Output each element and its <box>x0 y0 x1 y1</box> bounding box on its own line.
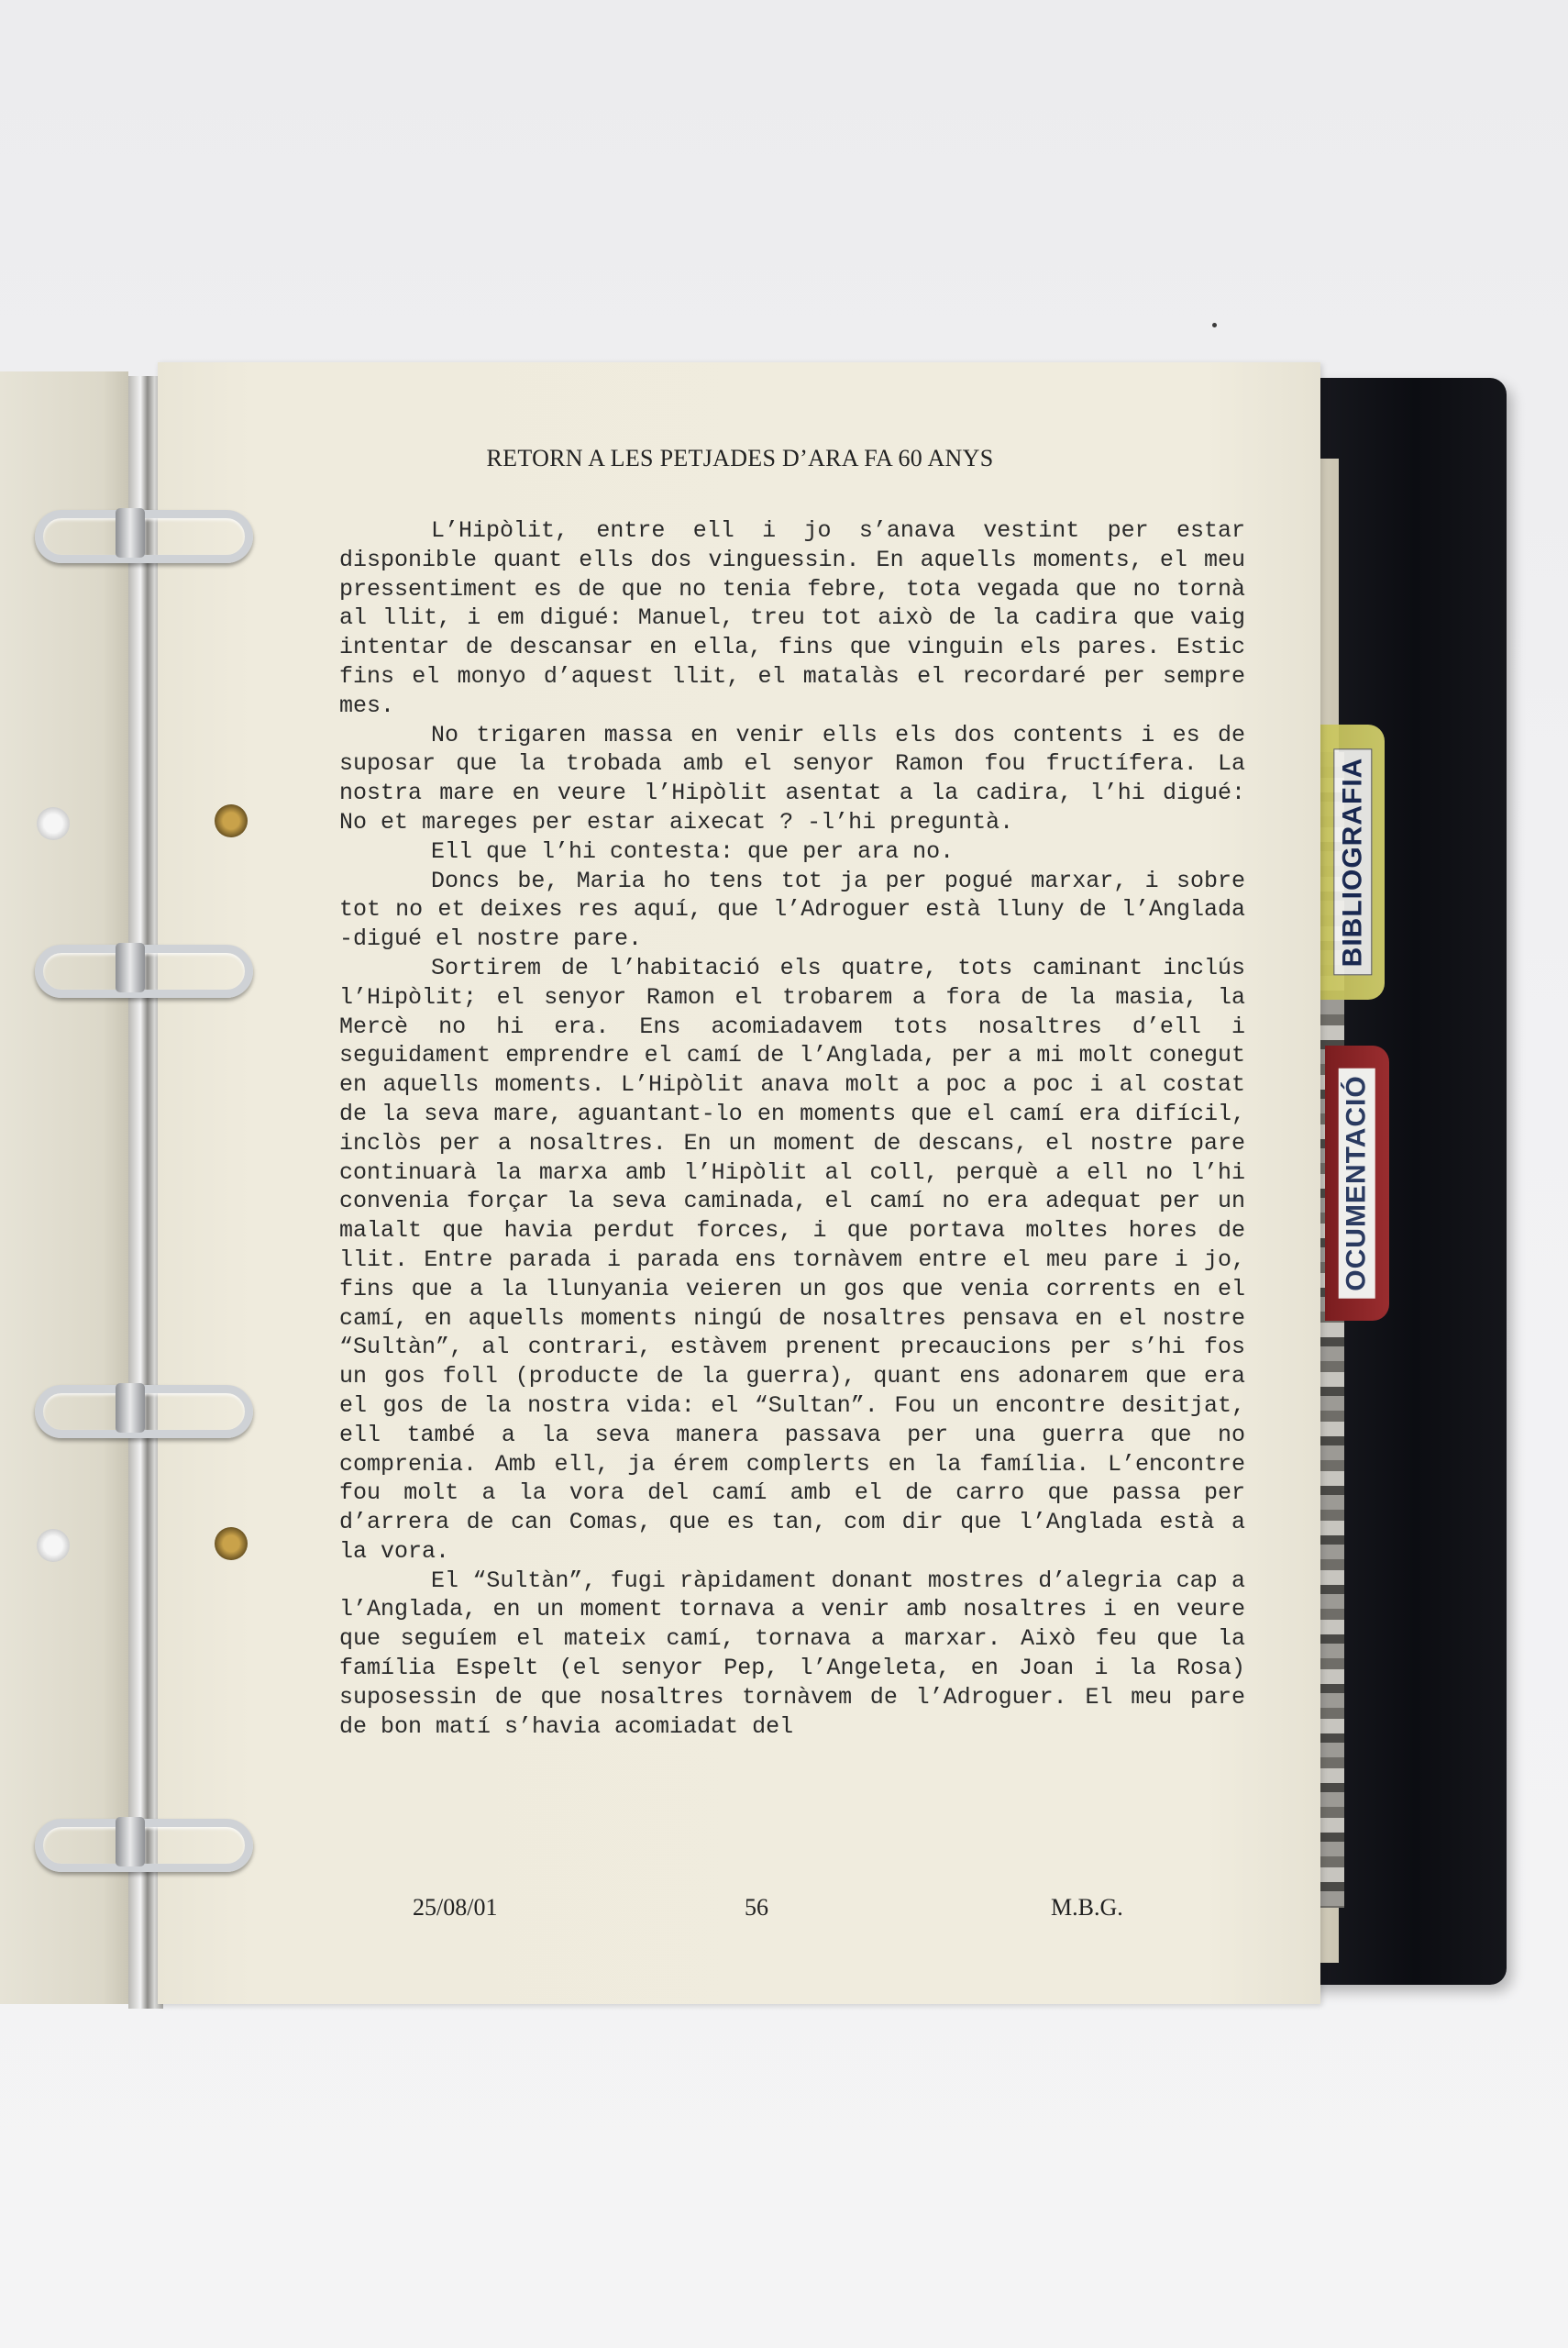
punch-hole <box>37 1529 70 1562</box>
paragraph: Doncs be, Maria ho tens tot ja per pogué marxar, i sobre tot no et deixes res aquí, que l’Adroguer està lluny de l’Anglada -digué el nostre pare. <box>339 867 1245 953</box>
left-facing-page <box>0 371 128 2004</box>
binder-ring <box>28 1378 248 1434</box>
running-head: RETORN A LES PETJADES D’ARA FA 60 ANYS <box>486 445 994 471</box>
body-text <box>339 516 1245 1741</box>
tab-documentacio-label: OCUMENTACIÓ <box>1339 1068 1375 1298</box>
punch-hole <box>215 804 248 837</box>
tab-bibliografia[interactable] <box>1320 725 1385 1000</box>
paragraph: El “Sultàn”, fugi ràpidament donant mostres d’alegria cap a l’Anglada, en un moment tornava a venir amb nosaltres i en veure que seguíem el mateix camí, tornava a marxar. Això feu que la família Espelt (el senyor Pep, l’Angeleta, en Joan i la Rosa) suposessin de que nosaltres tornàvem de l’Adroguer. El meu pare de bon matí s’havia acomiadat del <box>339 1567 1245 1740</box>
footer-initials: M.B.G. <box>1051 1894 1123 1921</box>
page-number: 56 <box>745 1894 768 1921</box>
dust-speck <box>1212 323 1217 327</box>
document-page <box>158 362 1320 2004</box>
footer-date: 25/08/01 <box>413 1894 498 1921</box>
binder-ring <box>28 1811 248 1868</box>
punch-hole <box>215 1527 248 1560</box>
tab-documentacio[interactable] <box>1325 1046 1389 1321</box>
tab-bibliografia-label: BIBLIOGRAFIA <box>1333 749 1372 976</box>
paragraph: Ell que l’hi contesta: que per ara no. <box>431 837 955 865</box>
paragraph: Sortirem de l’habitació els quatre, tots caminant inclús l’Hipòlit; el senyor Ramon el trobarem a fora de la masia, la Mercè no hi era. Ens acomiadavem tots nosaltres d’ell i seguidament emprendre el camí de l’Anglada, per a mi molt conegut en aquells moments. L’Hipòlit anava molt a poc a poc i al costat de la seva mare, aguantant-lo en moments que el camí era difícil, inclòs per a nosaltres. En un moment de descans, el nostre pare continuarà la marxa amb l’Hipòlit al coll, perquè a ell no l’hi convenia forçar la seva caminada, el camí no era adequat per un malalt que havia perdut forces, i que portava moltes hores de llit. Entre parada i parada ens tornàvem entre el meu pare i jo, fins que a la llunyania veieren un gos que venia corrents en el camí, en aquells moments ningú de nosaltres pensava en el nostre “Sultàn”, al contrari, estàvem prenent precaucions per s’hi fos un gos foll (producte de la guerra), quant ens adonarem que era el gos de la nostra vida: el “Sultan”. Fou un encontre desitjat, ell també a la seva manera passava per una guerra que no comprenia. Amb ell, ja érem complerts en la família. L’encontre fou molt a la vora del camí amb el de carro que passa per d’arrera de can Comas, que es tan, com dir que l’Anglada està a la vora. <box>339 954 1245 1565</box>
paragraph: L’Hipòlit, entre ell i jo s’anava vestint per estar disponible quant ells dos vinguessin. En aquells moments, el meu pressentiment es de que no tenia febre, tota vegada que no tornà al llit, i em digué: Manuel, treu tot això de la cadira que vaig intentar de descansar en ella, fins que vinguin els pares. Estic fins el monyo d’aquest llit, el matalàs el recordaré per sempre mes. <box>339 517 1245 719</box>
paragraph: No trigaren massa en venir ells els dos contents i es de suposar que la trobada amb el senyor Ramon fou fructífera. La nostra mare en veure l’Hipòlit asentat a la cadira, l’hi digué: No et mareges per estar aixecat ? -l’hi preguntà. <box>339 721 1245 836</box>
punch-hole <box>37 807 70 840</box>
binder-ring <box>28 503 248 559</box>
binder-ring <box>28 937 248 994</box>
